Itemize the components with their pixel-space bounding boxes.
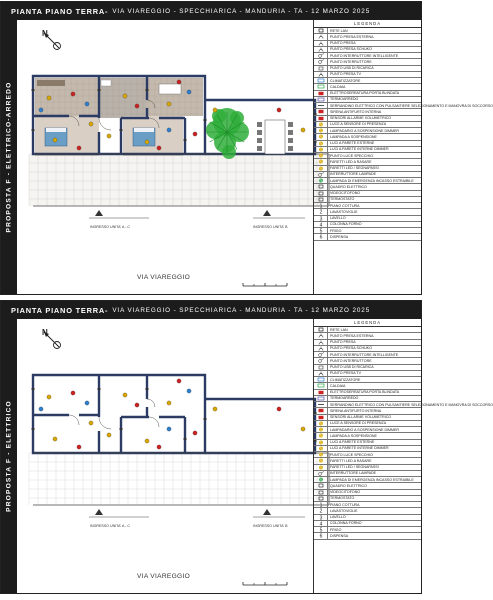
inner-walls bbox=[33, 375, 185, 453]
legend-panel bbox=[313, 20, 493, 294]
legend-item-label: LAVASTOVIGLIE bbox=[330, 209, 358, 214]
outlet-icon bbox=[184, 438, 187, 440]
scale-bar bbox=[243, 282, 287, 287]
shutter-icon bbox=[314, 103, 328, 108]
walls bbox=[33, 375, 315, 453]
electrical-point-icon bbox=[177, 80, 181, 84]
legend-item-label: INTERRUTTORE LAMPADE bbox=[330, 471, 376, 476]
electric-panel-icon bbox=[314, 483, 328, 488]
num-6 bbox=[314, 234, 328, 239]
legend-item-label: CLIMATIZZATORE bbox=[330, 78, 361, 83]
legend-item-label: SIRENA ANTIFURTO INTERNA bbox=[330, 109, 382, 114]
legend-item-label: LUCE A SENSORE DI PRESENZA bbox=[330, 421, 387, 426]
electric-lock-icon bbox=[314, 91, 328, 96]
floor-living bbox=[147, 78, 203, 116]
outlet-icon bbox=[98, 89, 101, 91]
pillow bbox=[46, 128, 66, 132]
thermostat-icon bbox=[314, 197, 328, 202]
legend-item-label: SIRENA ANTIFURTO INTERNA bbox=[330, 408, 382, 413]
legend-item-label: PIANO COTTURA bbox=[330, 203, 360, 208]
legend-item-label: LAMPADARIO A SOSPENSIONE DIMMER bbox=[330, 128, 400, 133]
electrical-point-icon bbox=[89, 122, 93, 126]
siren-icon bbox=[314, 109, 328, 114]
legend-panel bbox=[313, 319, 493, 593]
electrical-point-icon bbox=[177, 379, 181, 383]
electrical-point-icon bbox=[47, 395, 51, 399]
legend-item-label: DISPENSA bbox=[330, 533, 349, 538]
led-spot-icon bbox=[314, 159, 328, 164]
electrical-point-icon bbox=[85, 401, 89, 405]
svg-text:6: 6 bbox=[319, 533, 322, 540]
chair bbox=[257, 146, 262, 151]
plan-group bbox=[29, 375, 329, 517]
entrance-arrows bbox=[95, 509, 271, 515]
siren-icon bbox=[314, 408, 328, 413]
outdoor-wall-light-icon bbox=[314, 440, 328, 445]
electrical-point-icon bbox=[71, 92, 75, 96]
thermostat-icon bbox=[314, 496, 328, 501]
sheet-sidebar bbox=[1, 319, 17, 593]
sheet-header bbox=[1, 2, 421, 20]
svg-text:5: 5 bbox=[319, 228, 322, 235]
legend-item-label: RETE LAN bbox=[330, 28, 348, 33]
electrical-point-icon bbox=[71, 391, 75, 395]
legend-item-label: LAMPADA DI EMERGENZA INCASSO ESTRAIBILE bbox=[330, 477, 414, 482]
electrical-point-icon bbox=[123, 94, 127, 98]
electrical-point-icon bbox=[157, 445, 161, 449]
sheet-title: PIANTA PIANO TERRA- bbox=[11, 305, 109, 315]
floor-plan bbox=[29, 70, 322, 223]
scale-bar bbox=[243, 581, 287, 586]
plan-area bbox=[17, 20, 313, 294]
mirror-light-icon bbox=[314, 452, 328, 457]
legend-item-label: SENSORI ALLARME VOLUMETRICO bbox=[330, 415, 392, 420]
outlet-icon bbox=[32, 428, 35, 430]
entrance-arrows bbox=[95, 210, 271, 216]
street-label: VIA VIAREGGIO bbox=[137, 573, 191, 580]
legend-item-label: TERMOSTATO bbox=[330, 496, 355, 501]
legend-item-label: LUCI A PARETE INTERNE DIMMER bbox=[330, 147, 389, 152]
electrical-point-icon bbox=[85, 102, 89, 106]
legend-item-label: FRIGO bbox=[330, 527, 342, 532]
legend-item-label: LAMPADA A SOSPENSIONE bbox=[330, 433, 377, 438]
lan-icon bbox=[314, 327, 328, 332]
legend-item-label: COLONNA FORNO bbox=[330, 521, 362, 526]
legend-title: LEGENDA bbox=[314, 20, 421, 28]
num-5 bbox=[314, 527, 328, 532]
num-2 bbox=[314, 209, 328, 214]
outlet-icon bbox=[146, 89, 149, 91]
outdoor-wall-light-icon bbox=[314, 141, 328, 146]
towel-radiator-icon bbox=[314, 97, 328, 102]
socket-icon bbox=[314, 340, 328, 345]
shutter-icon bbox=[314, 402, 328, 407]
legend-item-label: PUNTO PRESA TV bbox=[330, 72, 362, 77]
legend-item-label: QUADRO ELETTRICO bbox=[330, 483, 367, 488]
bathtub bbox=[101, 80, 111, 86]
door-swing bbox=[99, 417, 111, 429]
num-4 bbox=[314, 222, 328, 227]
electrical-point-icon bbox=[53, 437, 57, 441]
boiler-icon bbox=[314, 84, 328, 89]
electrical-point-icon bbox=[123, 393, 127, 397]
legend-item-label: CLIMATIZZATORE bbox=[330, 377, 361, 382]
socket-icon bbox=[314, 41, 328, 46]
legend-item-label: PUNTO PRESA bbox=[330, 41, 356, 46]
electrical-point-icon bbox=[145, 439, 149, 443]
chair bbox=[257, 138, 262, 143]
outlet-icon bbox=[146, 388, 149, 390]
electrical-point-icon bbox=[135, 104, 139, 108]
electrical-point-icon bbox=[193, 132, 197, 136]
usb-icon bbox=[314, 365, 328, 370]
lan-icon bbox=[314, 28, 328, 33]
legend-item-label: LUCE A SENSORE DI PRESENZA bbox=[330, 122, 387, 127]
led-spot-icon bbox=[314, 458, 328, 463]
electrical-point-icon bbox=[39, 407, 43, 411]
plant-icon bbox=[206, 108, 249, 159]
legend-item-label: PUNTO USB DI RICARICA bbox=[330, 66, 374, 71]
legend-item-label: LAVELLO bbox=[330, 216, 346, 221]
electrical-point-icon bbox=[167, 102, 171, 106]
legend-item-label: PUNTO PRESA ESTERNA bbox=[330, 333, 374, 338]
legend-item-label: VIDEOCITOFONO bbox=[330, 191, 361, 196]
step-light-icon bbox=[314, 465, 328, 470]
electrical-point-icon bbox=[167, 401, 171, 405]
legend-item-label: VIDEOCITOFONO bbox=[330, 490, 361, 495]
sheet-title: PIANTA PIANO TERRA- bbox=[11, 6, 109, 16]
floor-plan bbox=[29, 369, 322, 522]
switch-icon bbox=[314, 59, 328, 64]
legend-item-label: PUNTO PRESA SCHUKO bbox=[330, 346, 372, 351]
sidebar-label: PROPOSTA F - ELETTRICO-ARREDO bbox=[5, 81, 13, 233]
door-swing bbox=[149, 417, 159, 427]
compass-letter: N bbox=[42, 328, 48, 337]
legend-item bbox=[314, 533, 421, 539]
num-3 bbox=[314, 515, 328, 520]
outlet-icon bbox=[120, 428, 123, 430]
num-1 bbox=[314, 203, 328, 208]
electrical-point-icon bbox=[213, 407, 217, 411]
sheet-sidebar bbox=[1, 20, 17, 294]
legend-item-label: SENSORI ALLARME VOLUMETRICO bbox=[330, 116, 392, 121]
electrical-point-icon bbox=[107, 134, 111, 138]
pillow bbox=[134, 128, 154, 132]
outlet-icon bbox=[32, 388, 35, 390]
legend-item-label: PIANO COTTURA bbox=[330, 502, 360, 507]
chair bbox=[257, 122, 262, 127]
step-light-icon bbox=[314, 166, 328, 171]
electrical-point-icon bbox=[301, 128, 305, 132]
legend-item-label: PUNTO LUCE SPECCHIO bbox=[330, 452, 373, 457]
electrical-point-icon bbox=[213, 108, 217, 112]
legend-item-label: CALDAIA bbox=[330, 84, 346, 89]
kitchen-counter bbox=[37, 80, 65, 86]
chair bbox=[288, 130, 293, 135]
towel-radiator-icon bbox=[314, 396, 328, 401]
street-label: VIA VIAREGGIO bbox=[137, 274, 191, 281]
indoor-wall-light-icon bbox=[314, 446, 328, 451]
svg-text:1: 1 bbox=[319, 203, 322, 210]
electrical-point-icon bbox=[135, 403, 139, 407]
legend-title: LEGENDA bbox=[314, 319, 421, 327]
presence-light-icon bbox=[314, 421, 328, 426]
outlet-icon bbox=[32, 129, 35, 131]
legend-item-label: LAVASTOVIGLIE bbox=[330, 508, 358, 513]
legend-item bbox=[314, 234, 421, 240]
electric-panel-icon bbox=[314, 184, 328, 189]
legend-item-label: PUNTO LUCE SPECCHIO bbox=[330, 153, 373, 158]
dining-table bbox=[159, 84, 181, 94]
schuko-socket-icon bbox=[314, 47, 328, 52]
chair bbox=[257, 130, 262, 135]
dimmer-chandelier-icon bbox=[314, 427, 328, 432]
svg-text:4: 4 bbox=[319, 222, 322, 229]
legend-item-label: LAMPADA A SOSPENSIONE bbox=[330, 134, 377, 139]
legend-item-label: SERRANDINO ELETTRICO CON PULSANTIERE SELEZIONAMENTO E MANOVRA DI SOCCORSO bbox=[330, 402, 493, 407]
legend-item-label: INTERRUTTORE LAMPADE bbox=[330, 172, 376, 177]
air-conditioner-icon bbox=[314, 377, 328, 382]
legend-item-label: FARETTI LED A RASARE bbox=[330, 458, 372, 463]
electrical-point-icon bbox=[277, 108, 281, 112]
electrical-point-icon bbox=[157, 146, 161, 150]
compass-letter: N bbox=[42, 29, 48, 38]
legend-item-label: TERMOARREDO bbox=[330, 396, 359, 401]
sheet-header bbox=[1, 301, 421, 319]
legend-item-label: PUNTO PRESA SCHUKO bbox=[330, 47, 372, 52]
terrace-grid bbox=[29, 453, 321, 505]
outlet-icon bbox=[184, 139, 187, 141]
tv-socket-icon bbox=[314, 371, 328, 376]
legend-item-label: PUNTO INTERRUTTORE bbox=[330, 358, 372, 363]
num-5 bbox=[314, 228, 328, 233]
svg-text:4: 4 bbox=[319, 521, 322, 528]
electrical-point-icon bbox=[167, 427, 171, 431]
outlet-icon bbox=[204, 418, 207, 420]
alarm-sensor-icon bbox=[314, 116, 328, 121]
legend-item-label: ELETTROSERRATURA PORTA BLINDATA bbox=[330, 390, 400, 395]
legend-item-label: DISPENSA bbox=[330, 234, 349, 239]
legend-item-label: PUNTO PRESA bbox=[330, 340, 356, 345]
electrical-point-icon bbox=[77, 445, 81, 449]
legend-item-label: PUNTO INTERRUTTORE INTELLIGENTE bbox=[330, 53, 399, 58]
legend-item-label: LUCI A PARETE ESTERNE bbox=[330, 440, 375, 445]
svg-text:3: 3 bbox=[319, 216, 322, 223]
svg-text:6: 6 bbox=[319, 234, 322, 241]
num-6 bbox=[314, 533, 328, 538]
usb-icon bbox=[314, 66, 328, 71]
lamp-switch-icon bbox=[314, 471, 328, 476]
electrical-point-icon bbox=[187, 90, 191, 94]
entrance-label-unit-a: INGRESSO UNITA' A - C bbox=[90, 225, 130, 229]
legend-item-label: LAMPADA DI EMERGENZA INCASSO ESTRAIBILE bbox=[330, 178, 414, 183]
legend-item-label: PUNTO PRESA ESTERNA bbox=[330, 34, 374, 39]
lamp-switch-icon bbox=[314, 172, 328, 177]
video-intercom-icon bbox=[314, 490, 328, 495]
electrical-point-icon bbox=[107, 433, 111, 437]
legend-item-label: FARETTI LED A RASARE bbox=[330, 159, 372, 164]
mirror-light-icon bbox=[314, 153, 328, 158]
presence-light-icon bbox=[314, 122, 328, 127]
legend-list bbox=[314, 327, 493, 540]
door-swing bbox=[69, 415, 79, 425]
num-2 bbox=[314, 508, 328, 513]
electrical-point-icon bbox=[145, 140, 149, 144]
legend-item-label: QUADRO ELETTRICO bbox=[330, 184, 367, 189]
legend-item-label: LUCI A PARETE INTERNE DIMMER bbox=[330, 446, 389, 451]
outdoor-table bbox=[265, 120, 285, 154]
sheet-subtitle: VIA VIAREGGIO - SPECCHIARICA - MANDURIA - TA - 12 MARZO 2025 bbox=[112, 306, 371, 314]
door-swing bbox=[99, 118, 111, 130]
entrance-arrow-icon bbox=[95, 509, 103, 515]
num-4 bbox=[314, 521, 328, 526]
boiler-icon bbox=[314, 383, 328, 388]
num-1 bbox=[314, 502, 328, 507]
chair bbox=[288, 146, 293, 151]
electrical-point-icon bbox=[301, 427, 305, 431]
legend-item-label: FRIGO bbox=[330, 228, 342, 233]
svg-text:1: 1 bbox=[319, 502, 322, 509]
outdoor-socket-icon bbox=[314, 333, 328, 338]
plan-area bbox=[17, 319, 313, 593]
north-compass-icon bbox=[41, 30, 63, 52]
entrance-label-unit-a: INGRESSO UNITA' A - C bbox=[90, 524, 130, 528]
svg-text:2: 2 bbox=[319, 209, 322, 216]
outdoor-socket-icon bbox=[314, 34, 328, 39]
svg-text:5: 5 bbox=[319, 527, 322, 534]
entrance-label-unit-b: INGRESSO UNITA' B bbox=[253, 225, 288, 229]
legend-item-label: PUNTO USB DI RICARICA bbox=[330, 365, 374, 370]
air-conditioner-icon bbox=[314, 78, 328, 83]
terrace-grid bbox=[29, 154, 321, 206]
legend-item-label: LAVELLO bbox=[330, 515, 346, 520]
outlet-icon bbox=[32, 89, 35, 91]
smart-switch-icon bbox=[314, 352, 328, 357]
electrical-point-icon bbox=[89, 421, 93, 425]
terrace-area bbox=[29, 453, 321, 505]
electrical-point-icon bbox=[193, 431, 197, 435]
sidebar-label: PROPOSTA F - ELETTRICO bbox=[5, 400, 13, 512]
electrical-point-icon bbox=[47, 96, 51, 100]
entrance-arrow-icon bbox=[263, 509, 271, 515]
plant-leaf bbox=[222, 145, 236, 159]
legend-item-label: RETE LAN bbox=[330, 327, 348, 332]
svg-text:2: 2 bbox=[319, 508, 322, 515]
legend-item-label: COLONNA FORNO bbox=[330, 222, 362, 227]
sheet-subtitle: VIA VIAREGGIO - SPECCHIARICA - MANDURIA - TA - 12 MARZO 2025 bbox=[112, 7, 371, 15]
chair bbox=[288, 122, 293, 127]
electrical-point-icon bbox=[277, 407, 281, 411]
schuko-socket-icon bbox=[314, 346, 328, 351]
legend-item-label: PUNTO PRESA TV bbox=[330, 371, 362, 376]
plan-sheet-electrical bbox=[0, 300, 493, 594]
outlet-icon bbox=[204, 119, 207, 121]
video-intercom-icon bbox=[314, 191, 328, 196]
terrace-area bbox=[29, 154, 321, 206]
chair bbox=[288, 138, 293, 143]
entrance-label-unit-b: INGRESSO UNITA' B bbox=[253, 524, 288, 528]
legend-item-label: PUNTO INTERRUTTORE INTELLIGENTE bbox=[330, 352, 399, 357]
indoor-wall-light-icon bbox=[314, 147, 328, 152]
pendant-lamp-icon bbox=[314, 433, 328, 438]
electrical-symbols bbox=[32, 379, 317, 449]
entrance-arrow-icon bbox=[263, 210, 271, 216]
alarm-sensor-icon bbox=[314, 415, 328, 420]
legend-item-label: TERMOARREDO bbox=[330, 97, 359, 102]
electrical-point-icon bbox=[77, 146, 81, 150]
outlet-icon bbox=[98, 388, 101, 390]
num-3 bbox=[314, 216, 328, 221]
plan-group bbox=[29, 76, 329, 218]
smart-switch-icon bbox=[314, 53, 328, 58]
electrical-point-icon bbox=[167, 128, 171, 132]
legend-item-label: SERRANDINO ELETTRICO CON PULSANTIERE SELEZIONAMENTO E MANOVRA DI SOCCORSO bbox=[330, 103, 493, 108]
electrical-point-icon bbox=[187, 389, 191, 393]
legend-item-label: LAMPADARIO A SOSPENSIONE DIMMER bbox=[330, 427, 400, 432]
legend-item-label: FARETTI LED / SEGNAPASSI bbox=[330, 166, 379, 171]
electrical-point-icon bbox=[53, 138, 57, 142]
legend-item-label: TERMOSTATO bbox=[330, 197, 355, 202]
switch-icon bbox=[314, 358, 328, 363]
entrance-arrow-icon bbox=[95, 210, 103, 216]
emergency-lamp-icon bbox=[314, 477, 328, 482]
outer-wall-annex bbox=[205, 399, 315, 453]
door-swing bbox=[147, 399, 155, 407]
north-compass-icon bbox=[41, 329, 63, 351]
tv-socket-icon bbox=[314, 72, 328, 77]
emergency-lamp-icon bbox=[314, 178, 328, 183]
pendant-lamp-icon bbox=[314, 134, 328, 139]
dimmer-chandelier-icon bbox=[314, 128, 328, 133]
legend-list bbox=[314, 28, 493, 241]
plan-sheet-furnished bbox=[0, 1, 493, 295]
legend-item-label: PUNTO INTERRUTTORE bbox=[330, 59, 372, 64]
electrical-point-icon bbox=[39, 108, 43, 112]
legend-item-label: CALDAIA bbox=[330, 383, 346, 388]
legend-item-label: FARETTI LED / SEGNAPASSI bbox=[330, 465, 379, 470]
outlet-icon bbox=[120, 129, 123, 131]
legend-item-label: ELETTROSERRATURA PORTA BLINDATA bbox=[330, 91, 400, 96]
legend-item-label: LUCI A PARETE ESTERNE bbox=[330, 141, 375, 146]
electric-lock-icon bbox=[314, 390, 328, 395]
svg-text:3: 3 bbox=[319, 515, 322, 522]
